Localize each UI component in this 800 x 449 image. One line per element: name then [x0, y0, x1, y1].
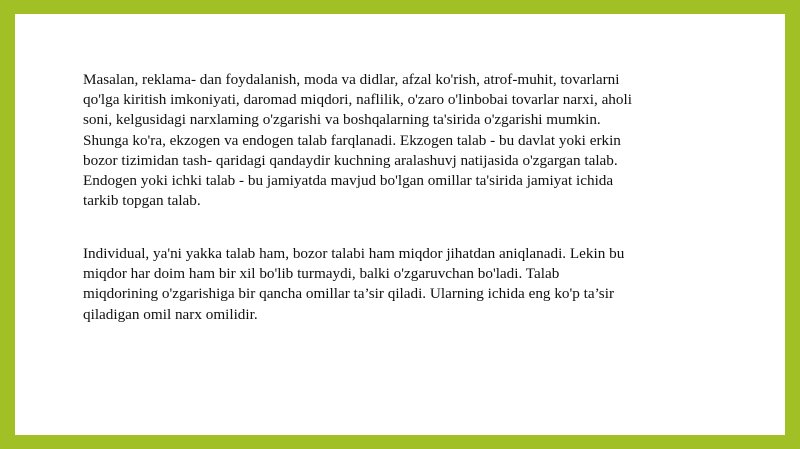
slide-canvas [15, 14, 785, 435]
paragraph-demand-factors: Masalan, reklama- dan foydalanish, moda va didlar, afzal ko'rish, atrof-muhit, tovarlarni qo'lga kiritish imkoniyati, daromad miqdori, naflilik, o'zaro o'linbobai tovarlar narxi, aholi soni, kelgusidagi narxlaming o'zgarishi va boshqalarning ta'sirida o'zgarishi mumkin. Shunga ko'ra, ekzogen va endogen talab farqlanadi. Ekzogen talab - bu davlat yoki erkin bozor tizimidan tash- qaridagi qandaydir kuchning aralashuvj natijasida o'zgargan talab. Endogen yoki ichki talab - bu jamiyatda mavjud bo'lgan omillar ta'sirida jamiyat ichida tarkib topgan talab. [83, 71, 632, 210]
paragraph-individual-demand: Individual, ya'ni yakka talab ham, bozor talabi ham miqdor jihatdan aniqlanadi. Lekin bu miqdor har doim ham bir xil bo'lib turmaydi, balki o'zgaruvchan bo'ladi. Talab miqdorining o'zgarishiga bir qancha omillar ta’sir qiladi. Ularning ichida eng ko'p ta’sir qiladigan omil narx omilidir. [83, 245, 625, 323]
